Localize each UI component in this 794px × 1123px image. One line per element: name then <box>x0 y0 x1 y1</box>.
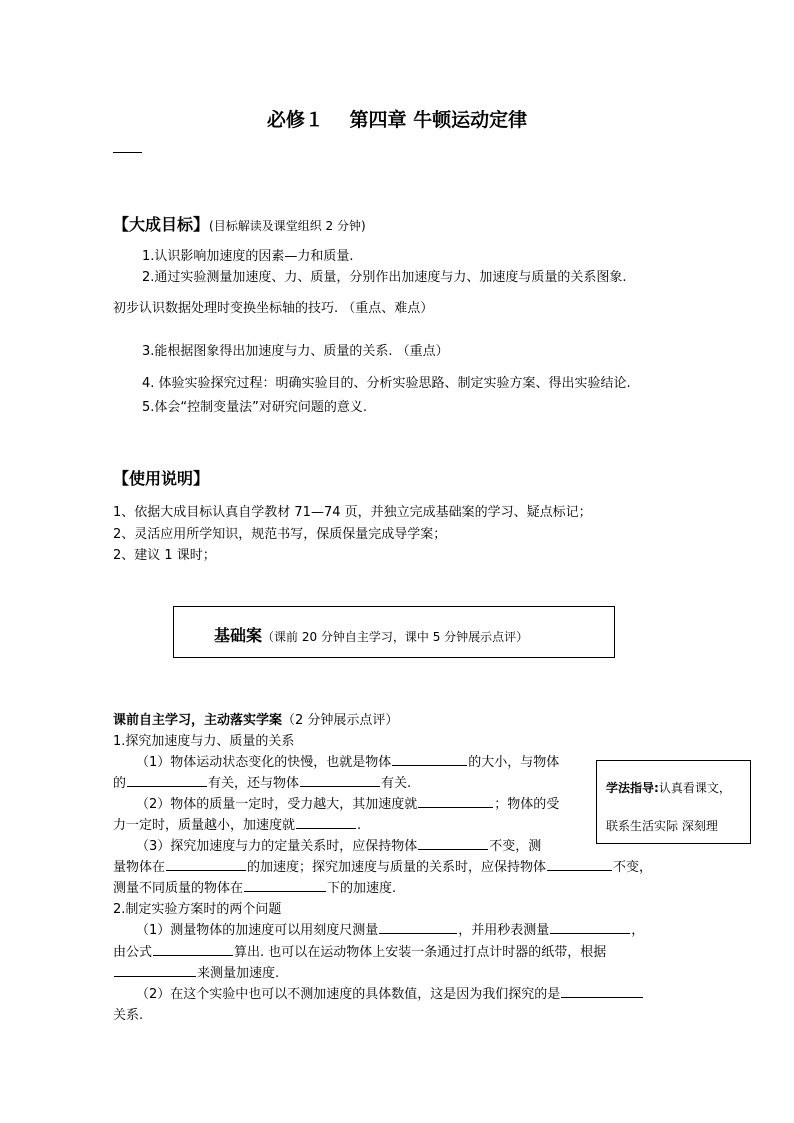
question-2-text-a: （2）在这个实验中也可以不测加速度的具体数值，这是因为我们探究的是 <box>136 987 561 1002</box>
question-1-text-a: （1）测量物体的加速度可以用刻度尺测量 <box>136 923 379 938</box>
item-1-line-1 <box>136 751 559 770</box>
question-1-line-1 <box>136 919 644 938</box>
question-1-text-e: 算出. 也可以在运动物体上安装一条通过打点计时器的纸带，根据 <box>234 945 607 960</box>
goals-heading <box>113 212 366 235</box>
item-3-text-c: 量物体在 <box>113 860 166 875</box>
item-1-text-d: 有关，还与物体 <box>208 776 300 791</box>
goals-heading-note: (目标解读及课堂组织 2 分钟) <box>209 219 366 233</box>
question-1-text-f: 来测量加速度. <box>197 966 280 981</box>
question-1-text-d: 由公式 <box>113 945 153 960</box>
question-2-line-1 <box>136 983 644 1002</box>
blank-field[interactable] <box>300 774 380 787</box>
blank-field[interactable] <box>244 879 326 892</box>
goal-item-5: 5.体会“控制变量法”对研究问题的意义. <box>142 400 368 415</box>
usage-heading: 【使用说明】 <box>113 469 210 488</box>
study-tip-label: 学法指导: <box>606 781 659 795</box>
item-1-text-e: 有关. <box>381 776 412 791</box>
page-title: 必修１ 第四章 牛顿运动定律 <box>266 109 528 131</box>
usage-item-2: 2、灵活应用所学知识，规范书写，保质保量完成导学案； <box>113 527 447 542</box>
item-3-text-d: 的加速度；探究加速度与质量的关系时，应保持物体 <box>247 860 547 875</box>
blank-field[interactable] <box>166 858 246 871</box>
item-1-text-a: （1）物体运动状态变化的快慢，也就是物体 <box>136 755 392 770</box>
goal-item-2: 2.通过实验测量加速度、力、质量，分别作出加速度与力、加速度与质量的关系图象. <box>142 270 627 285</box>
item-2-text-d: . <box>357 818 362 833</box>
blank-field[interactable] <box>550 921 630 934</box>
blank-field[interactable] <box>379 921 457 934</box>
item-3-text-f: 测量不同质量的物体在 <box>113 881 244 896</box>
blank-field[interactable] <box>392 753 467 766</box>
study-tip-text-1: 认真看课文， <box>658 781 731 795</box>
preview-heading <box>113 709 398 728</box>
item-2-line-2 <box>113 814 361 833</box>
blank-field[interactable] <box>418 837 488 850</box>
item-2-line-1 <box>136 793 559 812</box>
goal-item-4: 4. 体验实验探究过程：明确实验目的、分析实验思路、制定实验方案、得出实验结论. <box>142 376 631 391</box>
item-1-text-b: 的大小，与物体 <box>468 755 560 770</box>
question-2-line-2: 关系. <box>113 1008 144 1023</box>
goal-item-2-continued: 初步认识数据处理时变换坐标轴的技巧. （重点、难点） <box>113 301 434 316</box>
item-2-text-c: 力一定时，质量越小，加速度就 <box>113 818 296 833</box>
study-tip-box <box>596 760 751 844</box>
question-1-line-2 <box>113 941 606 960</box>
section-1-title: 1.探究加速度与力、质量的关系 <box>113 734 295 749</box>
study-tip-text-2: 联系生活实际 深刻理 <box>606 819 718 833</box>
goals-heading-label: 【大成目标】 <box>113 215 210 234</box>
goal-item-1: 1.认识影响加速度的因素—力和质量. <box>142 249 354 264</box>
blank-field[interactable] <box>127 774 207 787</box>
study-tip-line-1 <box>606 779 731 796</box>
item-1-line-2 <box>113 772 411 791</box>
question-1-line-3 <box>113 962 279 981</box>
item-3-line-1 <box>136 835 541 854</box>
item-2-text-b: ；物体的受 <box>494 797 560 812</box>
item-3-text-e: 不变， <box>613 860 653 875</box>
preview-heading-note: （2 分钟展示点评） <box>282 713 399 728</box>
item-3-line-3 <box>113 877 396 896</box>
section-2-title: 2.制定实验方案时的两个问题 <box>113 902 282 917</box>
blank-field[interactable] <box>561 985 643 998</box>
blank-field[interactable] <box>296 816 356 829</box>
item-3-line-2 <box>113 856 652 875</box>
blank-field[interactable] <box>114 964 196 977</box>
item-3-text-b: 不变，测 <box>489 839 542 854</box>
question-1-text-c: ， <box>631 923 645 938</box>
item-3-text-g: 下的加速度. <box>327 881 397 896</box>
basic-case-note: （课前 20 分钟自主学习，课中 5 分钟展示点评） <box>262 630 529 644</box>
goal-item-3: 3.能根据图象得出加速度与力、质量的关系. （重点） <box>142 344 449 359</box>
basic-case-box <box>173 606 615 658</box>
blank-field[interactable] <box>153 943 233 956</box>
title-divider <box>113 152 142 153</box>
basic-case-label: 基础案 <box>214 626 263 645</box>
item-3-text-a: （3）探究加速度与力的定量关系时，应保持物体 <box>136 839 418 854</box>
question-1-text-b: ，并用秒表测量 <box>458 923 550 938</box>
item-2-text-a: （2）物体的质量一定时，受力越大，其加速度就 <box>136 797 418 812</box>
usage-item-3: 2、建议 1 课时； <box>113 548 216 563</box>
item-1-text-c: 的 <box>113 776 127 791</box>
blank-field[interactable] <box>547 858 612 871</box>
preview-heading-label: 课前自主学习，主动落实学案 <box>113 713 283 728</box>
blank-field[interactable] <box>418 795 493 808</box>
usage-item-1: 1、依据大成目标认真自学教材 71—74 页，并独立完成基础案的学习、疑点标记； <box>113 505 592 520</box>
